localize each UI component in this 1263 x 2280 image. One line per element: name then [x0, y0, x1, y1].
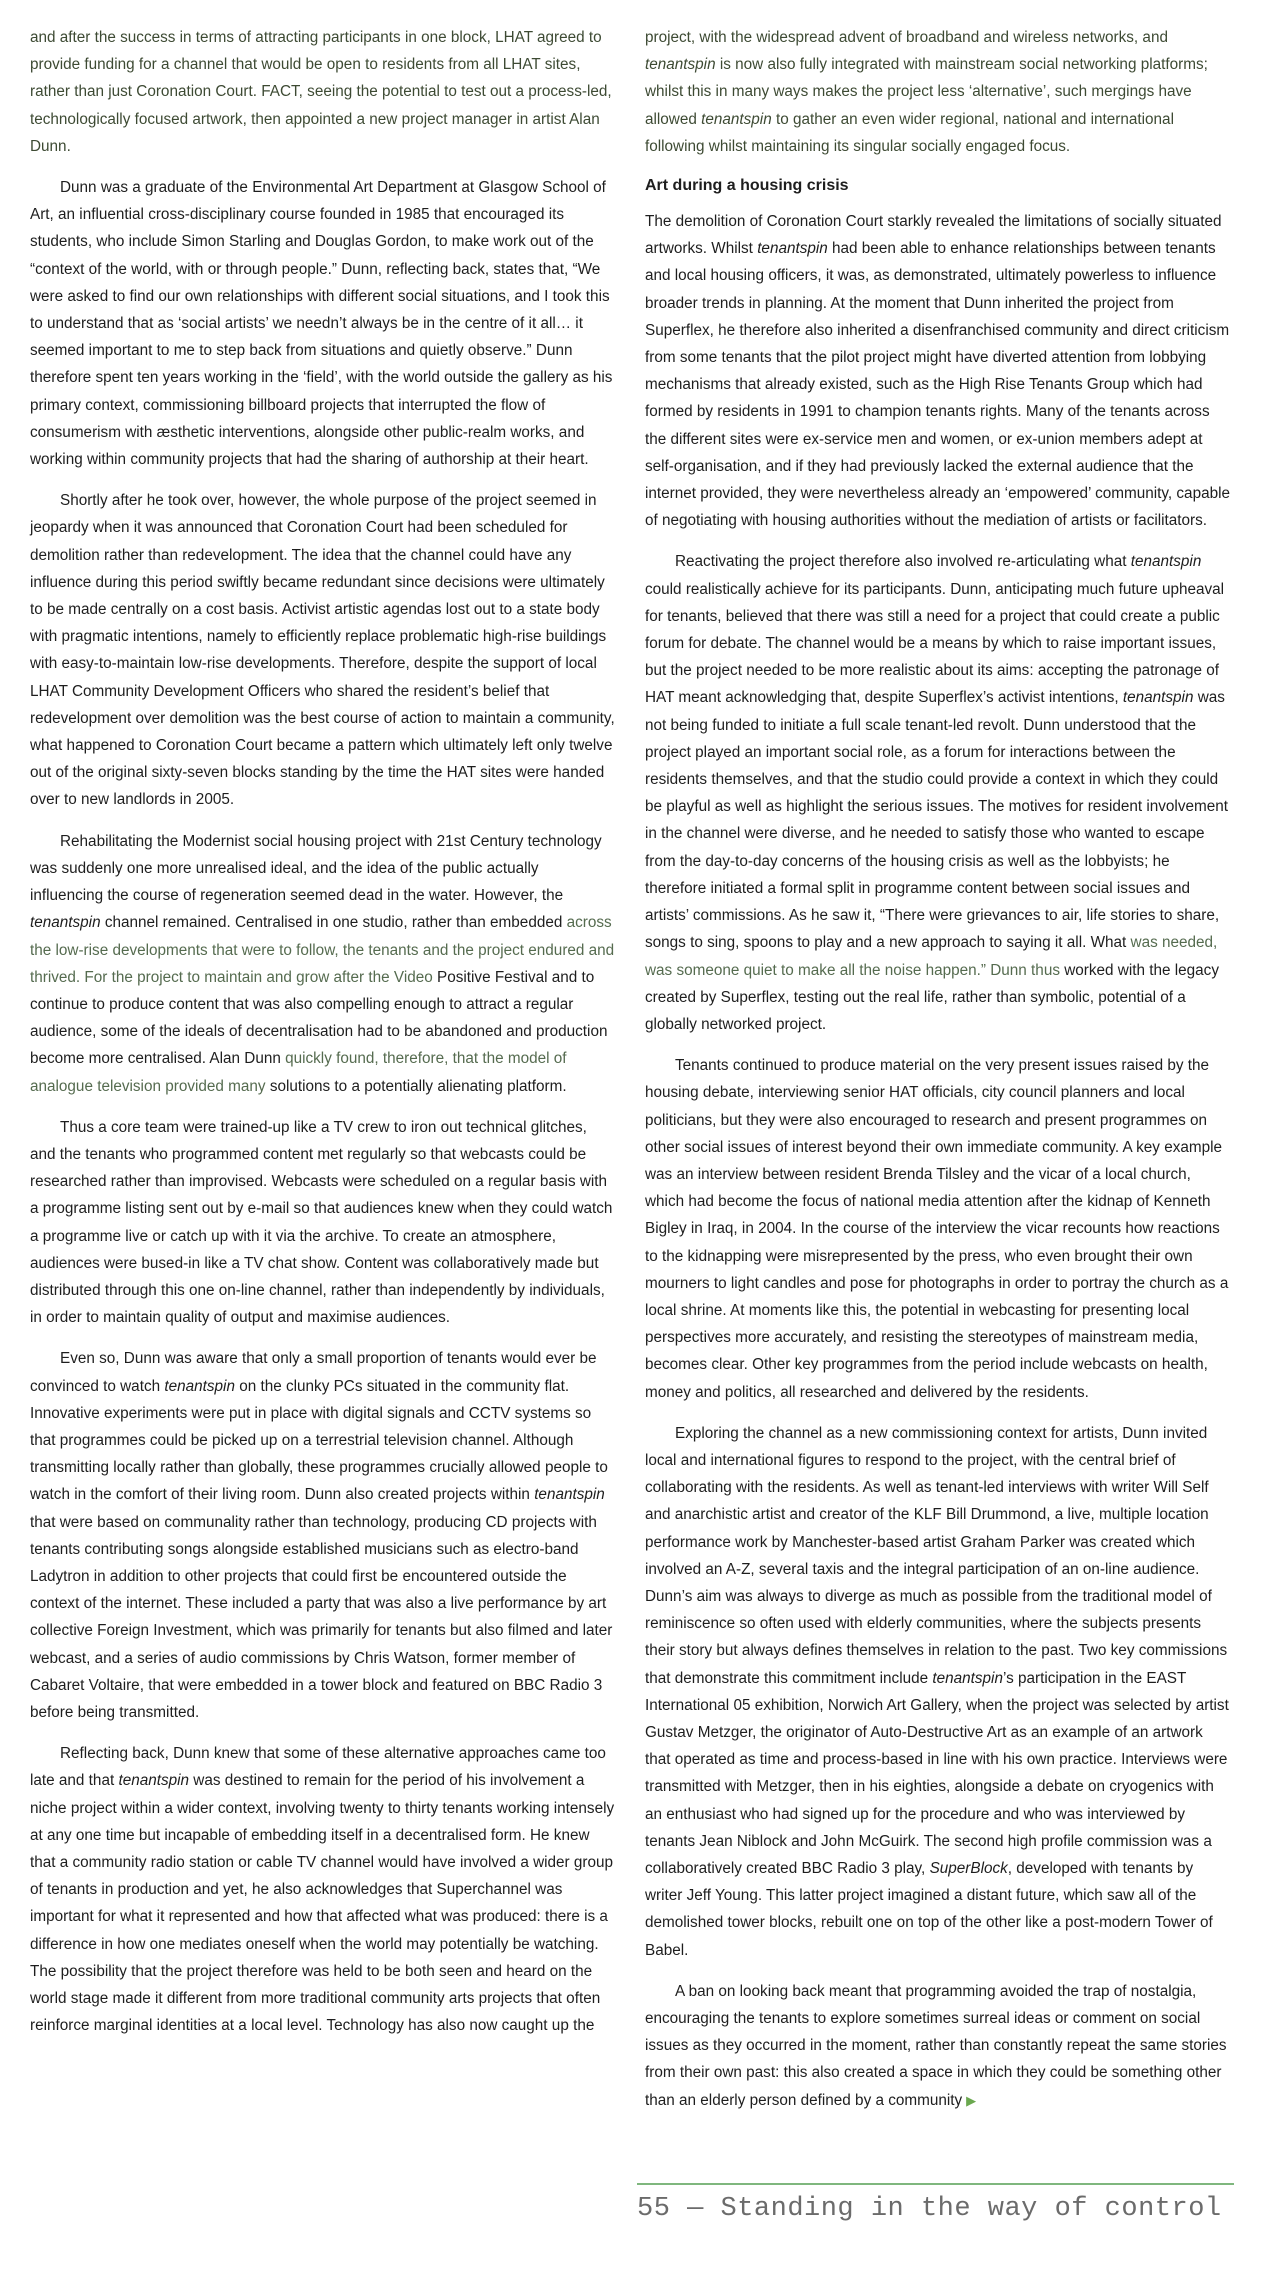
- text-run: ’s participation in the EAST International 05 exhibition, Norwich Art Gallery, when the project was selected by artist Gustav Metzger, the originator of Auto-Destructive Art as an example of an artwork that operated as time and process-based in line with his own practice. Interviews were transmitted with Metzger, then in his eighties, alongside a debate on cryogenics with an enthusiast who had signed up for the procedure and who was interviewed by tenants Jean Niblock and John McGuirk. The second high profile commission was a collaboratively created BBC Radio 3 play,: [645, 1669, 1229, 1877]
- paragraph: [645, 1420, 1230, 1964]
- paragraph: Dunn was a graduate of the Environmental Art Department at Glasgow School of Art, an influential cross-disciplinary course founded in 1985 that encouraged its students, who include Simon Starling and Douglas Gordon, to make work out of the “context of the world, with or through people.” Dunn, reflecting back, states that, “We were asked to find our own relationships with different social situations, and I took this to understand that as ‘social artists’ we needn’t always be in the centre of it all… it seemed important to me to step back from situations and quietly observe.” Dunn therefore spent ten years working in the ‘field’, with the world outside the gallery as his primary context, commissioning billboard projects that interrupted the flow of consumerism with æsthetic interventions, alongside other public-realm works, and working within community projects that had the sharing of authorship at their heart.: [30, 179, 613, 469]
- emphasis: tenantspin: [30, 914, 101, 932]
- section-heading: Art during a housing crisis: [645, 177, 849, 195]
- text-run: solutions to a potentially alienating platform.: [269, 1077, 567, 1095]
- paragraph: [645, 24, 1230, 160]
- right-column: [645, 24, 1230, 2128]
- paragraph: and after the success in terms of attracting participants in one block, LHAT agreed to provide funding for a channel that would be open to residents from all LHAT sites, rather than just Coronation Court. FACT, seeing the potential to test out a process-led, technologically focused artwork, then appointed a new project manager in artist Alan Dunn.: [30, 29, 612, 155]
- paragraph: [30, 1345, 615, 1726]
- text-run: quickly found, therefore, that the model of analogue television provided many: [30, 1050, 567, 1095]
- emphasis: SuperBlock: [929, 1860, 1008, 1877]
- text-run: Positive Festival and to continue to produce content that was also compelling enough to attract a regular audience, some of the ideals of decentralisation had to be abandoned and production become more centralised. Alan Dunn: [30, 968, 608, 1068]
- text-run: to gather an even wider regional, national and international following whilst maintaining its singular socially engaged focus.: [645, 110, 1174, 155]
- text-run: across the low-rise developments that were to follow, the tenants and the project endured and thrived. For the project to maintain and grow after the Video: [30, 914, 615, 986]
- left-column: [30, 24, 615, 2053]
- emphasis: tenantspin: [701, 110, 772, 128]
- emphasis: tenantspin: [1130, 553, 1202, 571]
- text-run: was needed, was someone quiet to make all the noise happen.” Dunn thus: [645, 934, 1218, 979]
- text-run: that were based on communality rather than technology, producing CD projects with tenants contributing songs alongside established musicians such as electro-band Ladytron in addition to other projects that could first be encountered outside the context of the internet. These included a party that was also a live performance by art collective Foreign Investment, which was primarily for tenants but also filmed and later webcast, and a series of audio commissions by Chris Watson, former member of Cabaret Voltaire, that were embedded in a tower block and featured on BBC Radio 3 before being transmitted.: [30, 1513, 613, 1721]
- text-run: was destined to remain for the period of his involvement a niche project within a wider context, involving twenty to thirty tenants working intensely at any one time but incapable of embedding itself in a decentralised form. He knew that a community radio station or cable TV channel would have involved a wider group of tenants in production and yet, he also acknowledges that Superchannel was important for what it represented and how that affected what was produced: there is a difference in how one mediates oneself when the world may potentially be watching. The possibility that the project therefore was held to be both seen and heard on the world stage made it different from more traditional community arts projects that often reinforce marginal identities at a local level. Technology has also now caught up the: [30, 1772, 615, 2035]
- text-run: channel remained. Centralised in one studio, rather than embedded: [100, 914, 567, 932]
- page-number: 55: [637, 2194, 671, 2224]
- paragraph: [645, 548, 1230, 1038]
- text-run: The demolition of Coronation Court starkly revealed the limitations of socially situated artworks. Whilst: [645, 213, 1222, 258]
- paragraph: [645, 208, 1230, 534]
- emphasis: tenantspin: [118, 1772, 190, 1790]
- text-run: Rehabilitating the Modernist social housing project with 21st Century technology was suddenly one more unrealised ideal, and the idea of the public actually influencing the course of regeneration seemed dead in the water. However, the: [30, 832, 602, 905]
- text-run: project, with the widespread advent of broadband and wireless networks, and: [645, 29, 1168, 46]
- emphasis: tenantspin: [645, 56, 716, 74]
- text-run: was not being funded to initiate a full scale tenant-led revolt. Dunn understood that the project played an important social role, as a forum for interactions between the residents themselves, and that the studio could provide a context in which they could be playful as well as highlight the serious issues. The motives for resident involvement in the channel were diverse, and he needed to satisfy those who wanted to escape from the day-to-day concerns of the housing crisis as well as the lobbyists; he therefore initiated a formal split in programme content between social issues and artists’ commissions. As he saw it, “There were grievances to air, life stories to share, songs to sing, spoons to play and a new approach to saying it all. What: [645, 689, 1228, 952]
- text-run: Reflecting back, Dunn knew that some of these alternative approaches came too late and that: [30, 1745, 606, 1790]
- text-run: A ban on looking back meant that programming avoided the trap of nostalgia, encouraging the tenants to explore sometimes surreal ideas or comment on social issues as they occurred in the moment, rather than constantly repeat the same stories from their own past: this also created a space in which they could be something other than an elderly person defined by a community: [645, 1982, 1227, 2109]
- text-run: Exploring the channel as a new commissioning context for artists, Dunn invited local and international figures to respond to the project, with the central brief of collaborating with the residents. As well as tenant-led interviews with writer Will Self and anarchistic artist and creator of the KLF Bill Drummond, a live, multiple location performance work by Manchester-based artist Graham Parker was created which involved an A-Z, several taxis and the integral participation of an on-line audience. Dunn’s aim was always to diverge as much as possible from the traditional model of reminiscence so often used with elderly communities, where the subjects presents their story but always defines themselves in relation to the past. Two key commissions that demonstrate this commitment include: [645, 1424, 1228, 1687]
- page-footer: [637, 2194, 1222, 2224]
- text-run: on the clunky PCs situated in the community flat. Innovative experiments were put in place with digital signals and CCTV systems so that programmes could be picked up on a terrestrial television channel. Although transmitting locally rather than globally, these programmes crucially allowed people to watch in the comfort of their living room. Dunn also created projects within: [30, 1377, 608, 1504]
- text-run: Reactivating the project therefore also involved re-articulating what: [675, 553, 1131, 571]
- emphasis: tenantspin: [164, 1377, 235, 1395]
- emphasis: tenantspin: [1122, 689, 1194, 707]
- text-run: worked with the legacy created by Superflex, testing out the real life, rather than symbolic, potential of a globally networked project.: [645, 961, 1219, 1033]
- footer-separator: —: [687, 2194, 704, 2224]
- footer-divider: [637, 2183, 1234, 2185]
- triangle-right-icon: ▶: [966, 2092, 977, 2108]
- text-run: had been able to enhance relationships between tenants and local housing officers, it was, as demonstrated, ultimately powerless to influence broader trends in planning. At the moment that Dunn inherited the project from Superflex, he therefore also inherited a disenfranchised community and direct criticism from some tenants that the pilot project might have diverted attention from lobbying mechanisms that already existed, such as the High Rise Tenants Group which had formed by residents in 1991 to champion tenants rights. Many of the tenants across the different sites were ex-service men and women, or ex-union members adept at self-organisation, and if they had previously lacked the external audience that the internet provided, they were nevertheless already an ‘empowered’ community, capable of negotiating with housing authorities without the mediation of artists or facilitators.: [645, 240, 1230, 530]
- text-run: Even so, Dunn was aware that only a small proportion of tenants would ever be convinced to watch: [30, 1350, 597, 1395]
- emphasis: tenantspin: [932, 1669, 1003, 1687]
- running-title: Standing in the way of control: [720, 2194, 1222, 2224]
- paragraph: [30, 1740, 615, 2039]
- paragraph: [645, 1978, 1230, 2114]
- text-run: , developed with tenants by writer Jeff Young. This latter project imagined a distant future, which saw all of the demolished tower blocks, rebuilt one on top of the other like a post-modern Tower of Babel.: [645, 1860, 1213, 1959]
- text-run: could realistically achieve for its participants. Dunn, anticipating much future upheaval for tenants, believed that there was still a need for a project that could create a public forum for debate. The channel would be a means by which to raise important issues, but the project needed to be more realistic about its aims: accepting the patronage of HAT meant acknowledging that, despite Superflex’s activist intentions,: [645, 580, 1225, 707]
- paragraph: Thus a core team were trained-up like a TV crew to iron out technical glitches, and the tenants who programmed content met regularly so that webcasts could be researched rather than improvised. Webcasts were scheduled on a regular basis with a programme listing sent out by e-mail so that audiences knew when they could watch a programme live or catch up with it via the archive. To create an atmosphere, audiences were bused-in like a TV chat show. Content was collaboratively made but distributed through this one on-line channel, rather than independently by individuals, in order to maintain quality of output and maximise audiences.: [30, 1118, 613, 1327]
- emphasis: tenantspin: [757, 240, 828, 258]
- paragraph: Shortly after he took over, however, the whole purpose of the project seemed in jeopardy when it was announced that Coronation Court had been scheduled for demolition rather than redevelopment. The idea that the channel could have any influence during this period swiftly became redundant since decisions were ultimately to be made centrally on a cost basis. Activist artistic agendas lost out to a state body with pragmatic intentions, namely to efficiently replace problematic high-rise buildings with easy-to-maintain low-rise developments. Therefore, despite the support of local LHAT Community Development Officers who shared the resident’s belief that redevelopment over demolition was the best course of action to maintain a community, what happened to Coronation Court became a pattern which ultimately left only twelve out of the original sixty-seven blocks standing by the time the HAT sites were handed over to new landlords in 2005.: [30, 492, 615, 809]
- paragraph: Tenants continued to produce material on the very present issues raised by the housing debate, interviewing senior HAT officials, city council planners and local politicians, but they were also encouraged to research and present programmes on other social issues of interest beyond their own immediate community. A key example was an interview between resident Brenda Tilsley and the vicar of a local church, which had become the focus of national media attention after the kidnap of Kenneth Bigley in Iraq, in 2004. In the course of the interview the vicar recounts how reactions to the kidnapping were misrepresented by the press, who even brought their own mourners to light candles and pose for photographs in order to portray the church as a local shrine. At moments like this, the potential in webcasting for presenting local perspectives more accurately, and resisting the stereotypes of mainstream media, becomes clear. Other key programmes from the period include webcasts on health, money and politics, all researched and delivered by the residents.: [645, 1057, 1229, 1401]
- text-run: is now also fully integrated with mainstream social networking platforms; whilst this in many ways makes the project less ‘alternative’, such mergings have allowed: [645, 56, 1208, 128]
- emphasis: tenantspin: [534, 1486, 605, 1504]
- paragraph: [30, 828, 615, 1100]
